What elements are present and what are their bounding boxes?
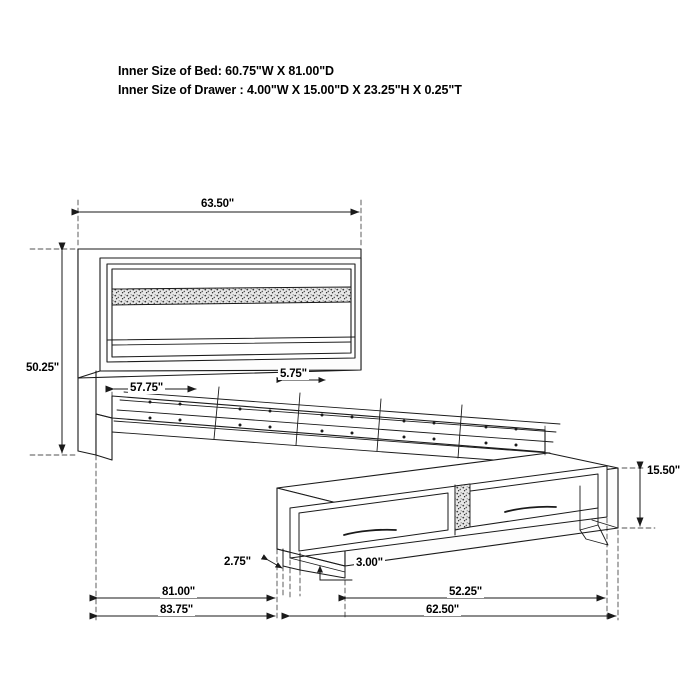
- dim-footboard-width-outer: 62.50": [426, 604, 460, 616]
- bed-deck: [96, 387, 560, 464]
- inner-size-drawer-text: Inner Size of Drawer : 4.00"W X 15.00"D X 23.25"H X 0.25"T: [118, 83, 462, 97]
- dim-clearance: 3.00": [356, 557, 383, 569]
- dim-drawer-lip: 2.75": [224, 556, 251, 568]
- dim-bed-length-inner: 81.00": [162, 586, 196, 598]
- dim-deck-length: 57.75": [130, 382, 164, 394]
- inner-size-bed-text: Inner Size of Bed: 60.75"W X 81.00"D: [118, 64, 334, 78]
- dim-footboard-height: 15.50": [647, 465, 681, 477]
- dim-headboard-width: 63.50": [201, 198, 235, 210]
- dim-overall-height: 50.25": [26, 362, 60, 374]
- dim-bed-length-outer: 83.75": [160, 604, 194, 616]
- footboard: [277, 453, 618, 578]
- dim-headboard-offset: 5.75": [280, 368, 307, 380]
- dim-footboard-width-inner: 52.25": [449, 586, 483, 598]
